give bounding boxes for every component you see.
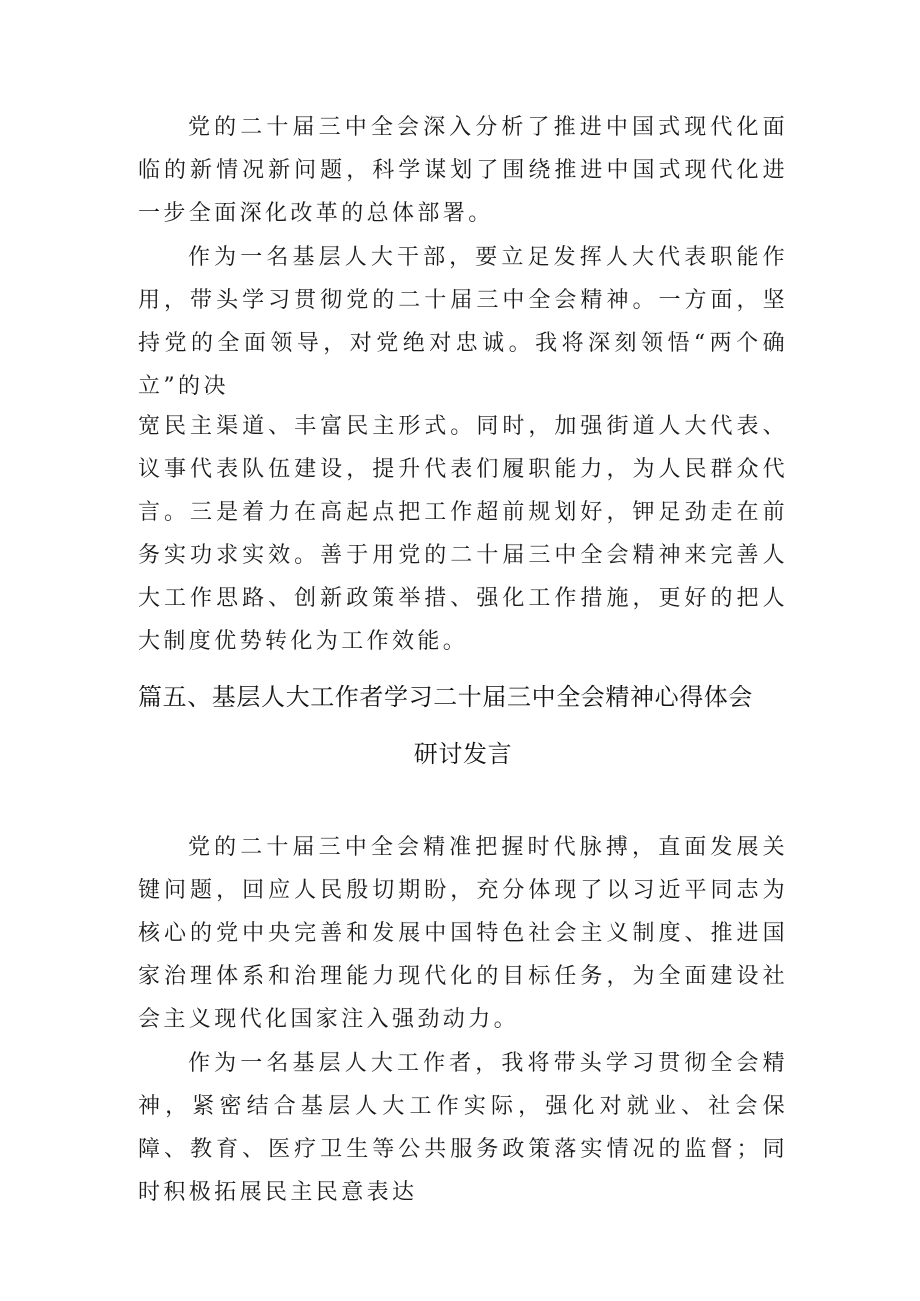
body-paragraph-continued: 宽民主渠道、丰富民主形式。同时，加强街道人大代表、议事代表队伍建设，提升代表们履职能力，为人民群众代言。三是着力在高起点把工作超前规划好，钾足劲走在前务实功求实效。善于用党的二十届三中全会精神来完善人大工作思路、创新政策举措、强化工作措施，更好的把人大制度优势转化为工作效能。 <box>138 414 788 654</box>
body-paragraph: 党的二十届三中全会精准把握时代脉搏，直面发展关键问题，回应人民殷切期盼，充分体现了以习近平同志为核心的党中央完善和发展中国特色社会主义制度、推进国家治理体系和治理能力现代化的目标任务，为全面建设社会主义现代化国家注入强劲动力。 <box>138 835 788 1032</box>
body-paragraph: 作为一名基层人大工作者，我将带头学习贯彻全会精神，紧密结合基层人大工作实际，强化对就业、社会保障、教育、医疗卫生等公共服务政策落实情况的监督；同时积极拓展民主民意表达 <box>138 1051 788 1205</box>
body-paragraph: 作为一名基层人大干部，要立足发挥人大代表职能作用，带头学习贯彻党的二十届三中全会精神。一方面，坚持党的全面领导，对党绝对忠诚。我将深刻领悟“两个确立”的决 <box>138 245 788 399</box>
section-title: 篇五、基层人大工作者学习二十届三中全会精神心得体会 <box>138 683 753 711</box>
section-subtitle: 研讨发言 <box>413 740 513 768</box>
body-paragraph: 党的二十届三中全会深入分析了推进中国式现代化面临的新情况新问题，科学谋划了围绕推进中国式现代化进一步全面深化改革的总体部署。 <box>138 115 788 226</box>
